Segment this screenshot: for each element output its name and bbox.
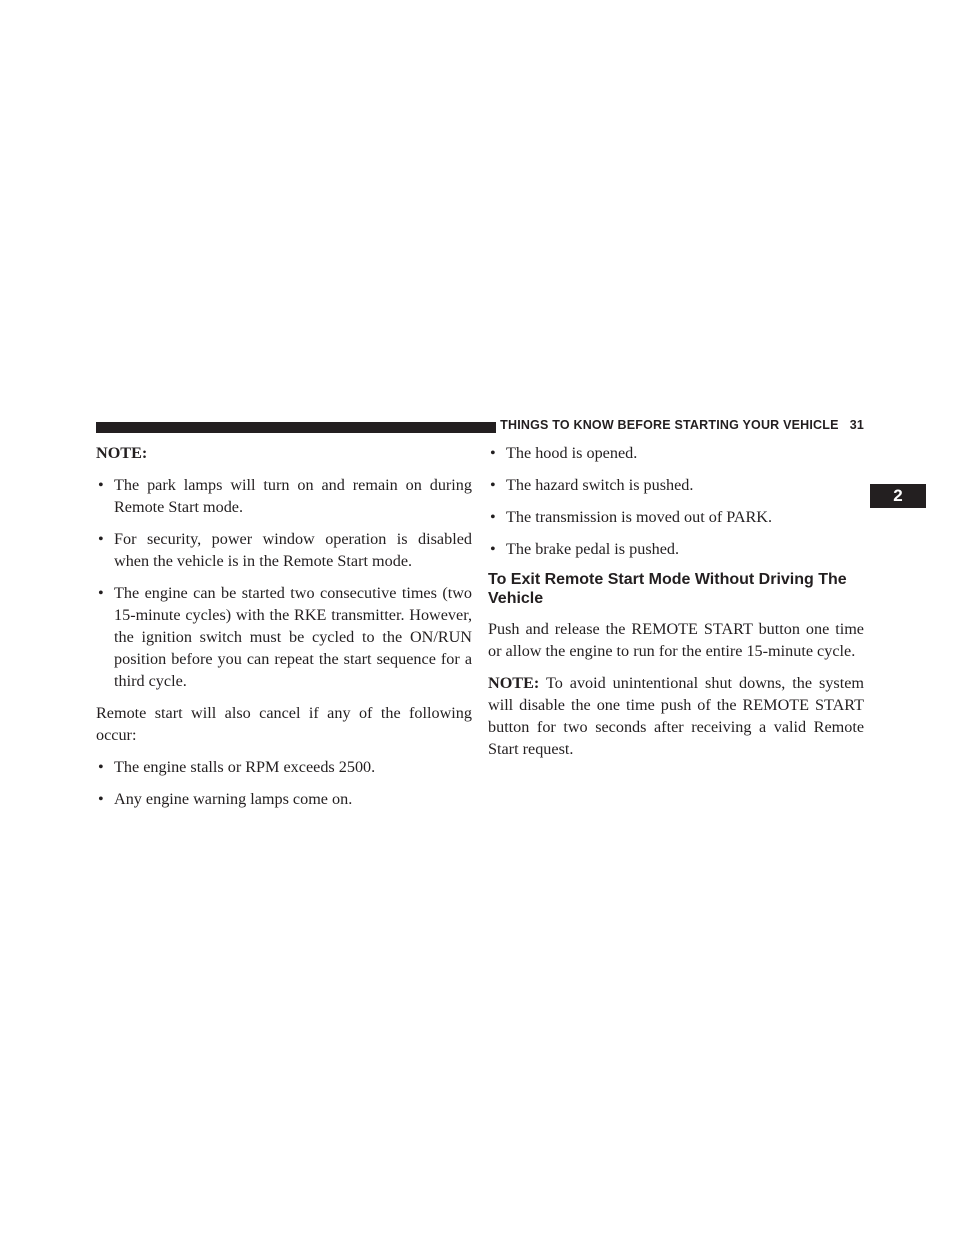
left-column bbox=[96, 442, 472, 820]
bullet-glyph: • bbox=[98, 530, 104, 548]
page-number: 31 bbox=[849, 418, 864, 432]
list-item bbox=[488, 474, 864, 496]
list-item-text: The hazard switch is pushed. bbox=[506, 476, 694, 494]
list-item bbox=[488, 442, 864, 464]
note-text: To avoid unintentional shut downs, the system will disable the one time push of the REMOTE START button for two seconds after receiving a valid Remote Start request. bbox=[488, 674, 864, 758]
list-item bbox=[488, 538, 864, 560]
bullet-glyph: • bbox=[98, 476, 104, 494]
bullet-glyph: • bbox=[490, 444, 496, 462]
list-item bbox=[96, 756, 472, 778]
list-item bbox=[96, 788, 472, 810]
bullet-glyph: • bbox=[98, 584, 104, 602]
bullet-glyph: • bbox=[98, 790, 104, 808]
list-item bbox=[96, 582, 472, 692]
list-item-text: The engine can be started two consecutive times (two 15-minute cycles) with the RKE transmitter. However, the ignition switch must be cycled to the ON/RUN position before you can repeat the start sequence for a third cycle. bbox=[114, 584, 472, 690]
list-item bbox=[96, 474, 472, 518]
list-item-text: The hood is opened. bbox=[506, 444, 638, 462]
list-item-text: The park lamps will turn on and remain on during Remote Start mode. bbox=[114, 476, 472, 516]
bullet-glyph: • bbox=[490, 540, 496, 558]
bullet-glyph: • bbox=[98, 758, 104, 776]
header-title bbox=[500, 418, 864, 432]
bullet-glyph: • bbox=[490, 508, 496, 526]
note-paragraph bbox=[488, 672, 864, 760]
note-label: NOTE: bbox=[488, 674, 540, 692]
header-bar bbox=[96, 422, 496, 433]
right-column bbox=[488, 442, 864, 770]
cancel-bullet-list bbox=[96, 756, 472, 810]
section-title: THINGS TO KNOW BEFORE STARTING YOUR VEHICLE bbox=[500, 418, 839, 432]
list-item-text: Any engine warning lamps come on. bbox=[114, 790, 353, 808]
note-label: NOTE: bbox=[96, 444, 148, 462]
chapter-tab[interactable]: 2 bbox=[870, 484, 926, 508]
cancel-bullet-list-continued bbox=[488, 442, 864, 560]
list-item bbox=[96, 528, 472, 572]
list-item bbox=[488, 506, 864, 528]
list-item-text: The engine stalls or RPM exceeds 2500. bbox=[114, 758, 376, 776]
exit-paragraph: Push and release the REMOTE START button one time or allow the engine to run for the entire 15-minute cycle. bbox=[488, 620, 864, 660]
list-item-text: For security, power window operation is disabled when the vehicle is in the Remote Start mode. bbox=[114, 530, 472, 570]
list-item-text: The brake pedal is pushed. bbox=[506, 540, 680, 558]
note-bullet-list bbox=[96, 474, 472, 692]
list-item-text: The transmission is moved out of PARK. bbox=[506, 508, 773, 526]
bullet-glyph: • bbox=[490, 476, 496, 494]
section-subheading: To Exit Remote Start Mode Without Driving The Vehicle bbox=[488, 571, 847, 607]
cancel-intro: Remote start will also cancel if any of the following occur: bbox=[96, 704, 472, 744]
